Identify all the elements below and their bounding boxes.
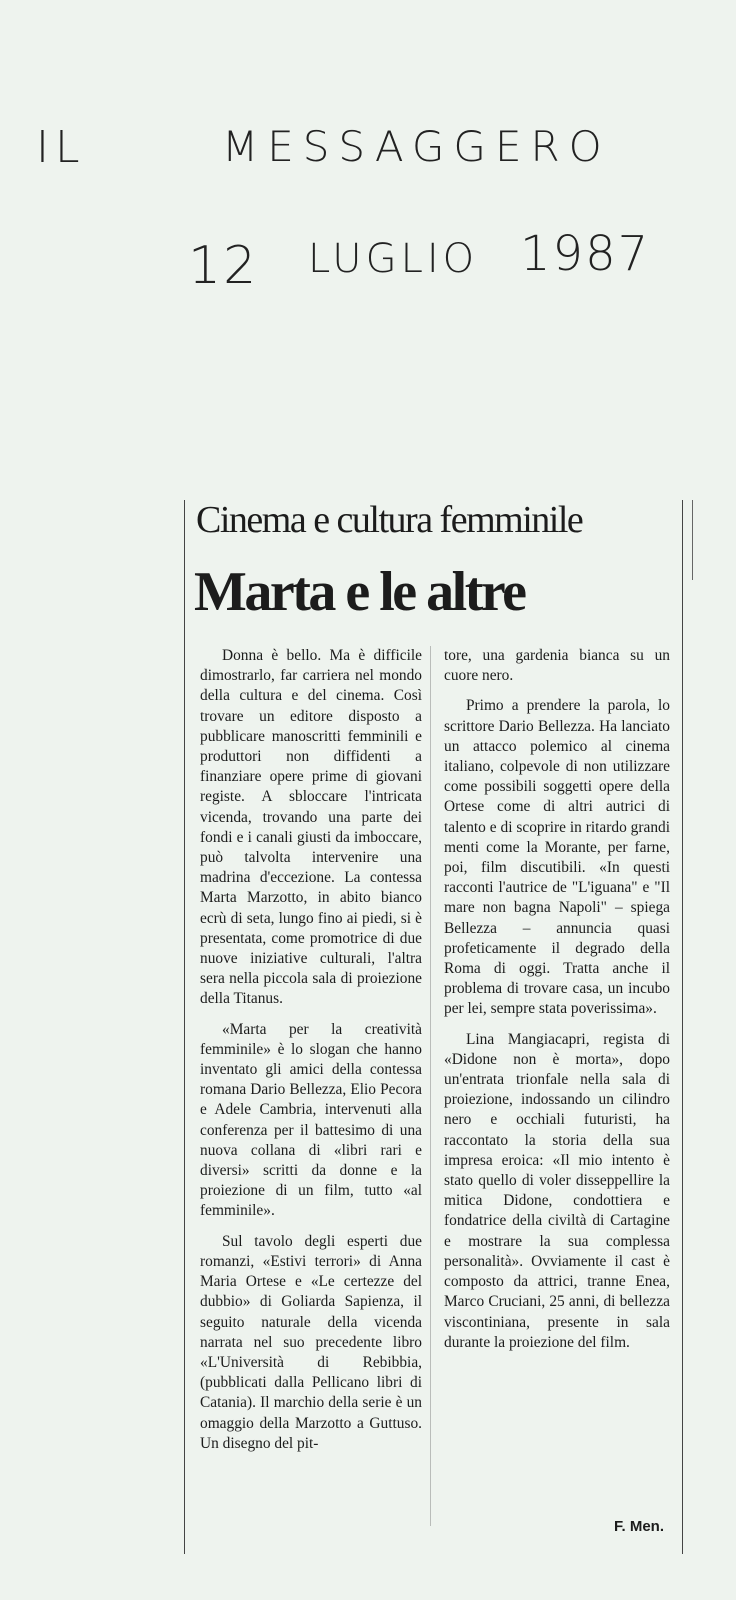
handwritten-date-year: 1987 bbox=[520, 226, 651, 282]
handwritten-paper-name: MESSAGGERO bbox=[222, 122, 611, 171]
clipping-left-edge bbox=[184, 500, 185, 1554]
column-1-paragraph: Donna è bello. Ma è difficile dimostrarlo, far carriera nel mondo della cultura e del cinema. Così trovare un editore disposto a pubblicare manoscritti femminili e produttori non diffidenti a finanziare opere prime di giovani registe. A sbloccare l'intricata vicenda, trovando una parte dei fondi e i canali giusti da imboccare, può talvolta intervenire una madrina d'eccezione. La contessa Marta Marzotto, in abito bianco ecrù di seta, lungo fino ai piedi, si è presentata, come promotrice di due nuove iniziative culturali, l'altra sera nella piccola sala di proiezione della Titanus. bbox=[200, 647, 422, 1008]
article-column-1 bbox=[200, 646, 422, 1464]
handwritten-date-day: 12 bbox=[188, 236, 259, 296]
clipping-right-edge bbox=[682, 500, 683, 1554]
article-column-2 bbox=[444, 646, 670, 1363]
column-2-paragraph: tore, una gardenia bianca su un cuore nero. bbox=[444, 647, 670, 685]
handwritten-date-month: LUGLIO bbox=[308, 236, 479, 282]
handwritten-paper-article: IL bbox=[36, 122, 86, 173]
clipping-outer-edge bbox=[692, 500, 693, 580]
column-1-paragraph: «Marta per la creatività femminile» è lo slogan che hanno inventato gli amici della contessa romana Dario Bellezza, Elio Pecora e Adele Cambria, intervenuti alla conferenza per il battesimo di una nuova collana di «libri rari e diversi» scritti da donne e la proiezione di un film, tutto «al femminile». bbox=[200, 1020, 422, 1220]
article-kicker: Cinema e cultura femminile bbox=[196, 499, 583, 541]
column-1-paragraph: Sul tavolo degli esperti due romanzi, «Estivi terrori» di Anna Maria Ortese e «Le certezze del dubbio» di Goliarda Sapienza, il seguito naturale della vicenda narrata nel suo precedente libro «L'Università di Rebibbia, (pubblicati dalla Pellicano libri di Catania). Il marchio della serie è un omaggio della Marzotto a Guttuso. Un disegno del pit- bbox=[200, 1232, 422, 1452]
author-signature: F. Men. bbox=[613, 1518, 664, 1535]
article-headline: Marta e le altre bbox=[194, 561, 525, 623]
column-divider bbox=[430, 646, 431, 1526]
newspaper-clipping bbox=[184, 500, 702, 1556]
column-2-paragraph: Primo a prendere la parola, lo scrittore Dario Bellezza. Ha lanciato un attacco polemico al cinema italiano, colpevole di non utilizzare come possibili soggetti opere della Ortese come di altri autrici di talento e di scoprire in ritardo grandi menti come la Morante, per farne, poi, film discutibili. «In questi racconti l'autrice de "L'iguana" e "Il mare non bagna Napoli" – spiega Bellezza – annuncia quasi profeticamente il degrado della Roma di oggi. Tratta anche il problema di trovare casa, un incubo per lei, sempre stata poverissima». bbox=[444, 697, 670, 1018]
column-2-paragraph: Lina Mangiacapri, regista di «Didone non è morta», dopo un'entrata trionfale nella sala di proiezione, indossando un cilindro nero e occhiali futuristi, ha raccontato la storia della sua impresa eroica: «Il mio intento è stato quello di voler disseppellire la mitica Didone, condottiera e fondatrice della civiltà di Cartagine e mostrare la sua complessa personalità». Ovviamente il cast è composto da attrici, tranne Enea, Marco Cruciani, 25 anni, di bellezza viscontiniana, presente in sala durante la proiezione del film. bbox=[444, 1030, 670, 1351]
